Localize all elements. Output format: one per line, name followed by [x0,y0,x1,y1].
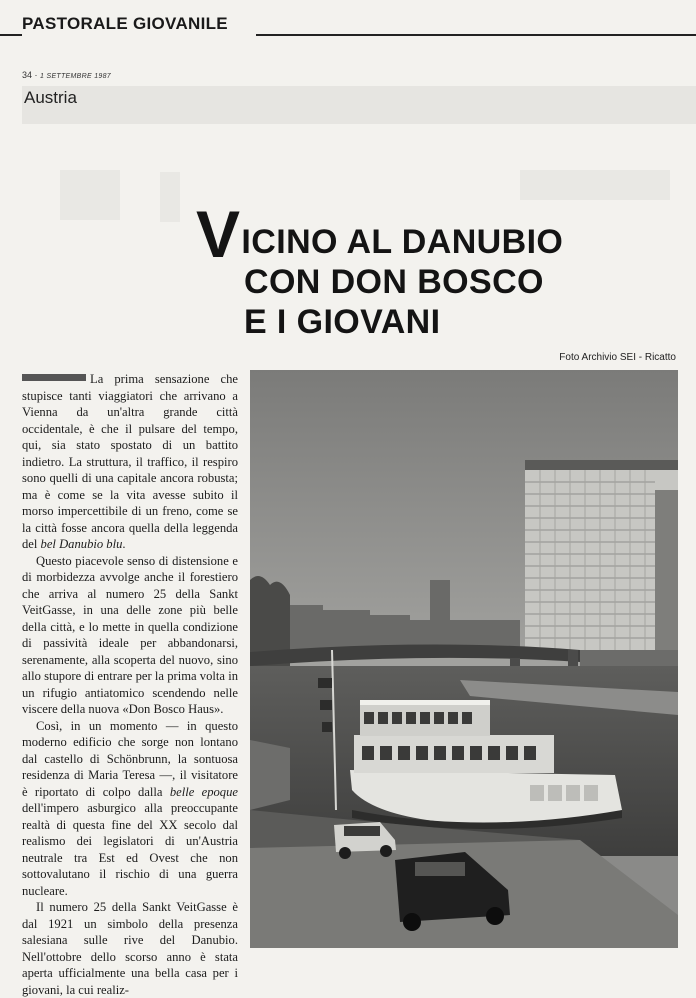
paragraph-3 [22,718,238,900]
paragraph-4: Il numero 25 della Sankt VeitGasse è dal 1921 un simbolo della presenza salesiana sulle rive del Danubio. Nell'ottobre dello scorso anno è stata aperta ufficialmente una bella casa per i giovani, la cui realiz- [22,900,238,997]
show-through-block [60,170,120,220]
header-rule-left [0,34,22,36]
photo-credit: Foto Archivio SEI - Ricatto [559,352,676,363]
paragraph-3-text-a: Così, in un momento — in questo moderno edificio che sorge non lontano dal castello di Schönbrunn, la sontuosa residenza di Maria Teresa —, il visitatore è riportato di colpo dalla [22,718,238,799]
title-line-1-text: ICINO AL DANUBIO [241,223,564,261]
paragraph-1-emphasis: bel Danubio blu [40,537,123,551]
title-line-3: E I GIOVANI [244,303,441,341]
paragraph-1-text: La prima sensazione che stupisce tanti viaggiatori che arrivano a Vienna da un'altra grande città occidentale, è che il pulsare del tempo, qui, sia stato spostato di un battito indietro. La struttura, il traffico, il respiro sono quelli di una capitale ancora robusta; ma è come se la vita avesse subito il morso impercettibile di un freno, come se la città fosse ancora quella della leggenda del [22,372,238,551]
title-line-1 [196,197,686,271]
lead-in-bar [22,374,86,381]
page-number: 34 [22,70,33,80]
left-quay [250,740,290,810]
paragraph-2: Questo piacevole senso di distensione e di morbidezza avvolge anche il forestiero che arriva al numero 25 della Sankt VeitGasse, in una delle zone più belle della città, e lo mette in quella condizione di passività ideale per abbandonarsi, serenamente, alla scoperta del nuovo, sino allo stupore di entrare per la prima volta in un rifugio antiatomico scendendo nelle viscere della nuova «Don Bosco Haus». [22,553,238,716]
paragraph-3-emphasis: belle epoque [169,784,238,799]
paragraph-1 [22,371,238,553]
office-building [525,460,678,650]
title-line-2: CON DON BOSCO [244,263,544,301]
issue-separator: · [34,70,41,80]
header-rule-right [256,34,696,36]
section-title: PASTORALE GIOVANILE [22,14,228,33]
running-header [0,14,696,40]
article-title [196,197,686,342]
article-photo [250,370,678,948]
issue-date: 1 SETTEMBRE 1987 [40,73,111,80]
danube-canal-photo [250,370,678,948]
show-through-block [160,172,180,222]
country-band [22,86,696,124]
article-body [22,371,238,998]
show-through-block [520,170,670,200]
paragraph-3-text-b: dell'impero asburgico alla preoccupante realtà di questa fine del XX secolo dal realismo dei legislatori di un'Austria neutrale tra Est ed Ovest che non sottovalutano il rischio di una guerra nucleare. [22,801,238,898]
issue-line [22,70,111,80]
country-label: Austria [24,88,77,107]
paragraph-1-end: . [122,537,126,551]
title-drop-cap: V [196,197,241,271]
